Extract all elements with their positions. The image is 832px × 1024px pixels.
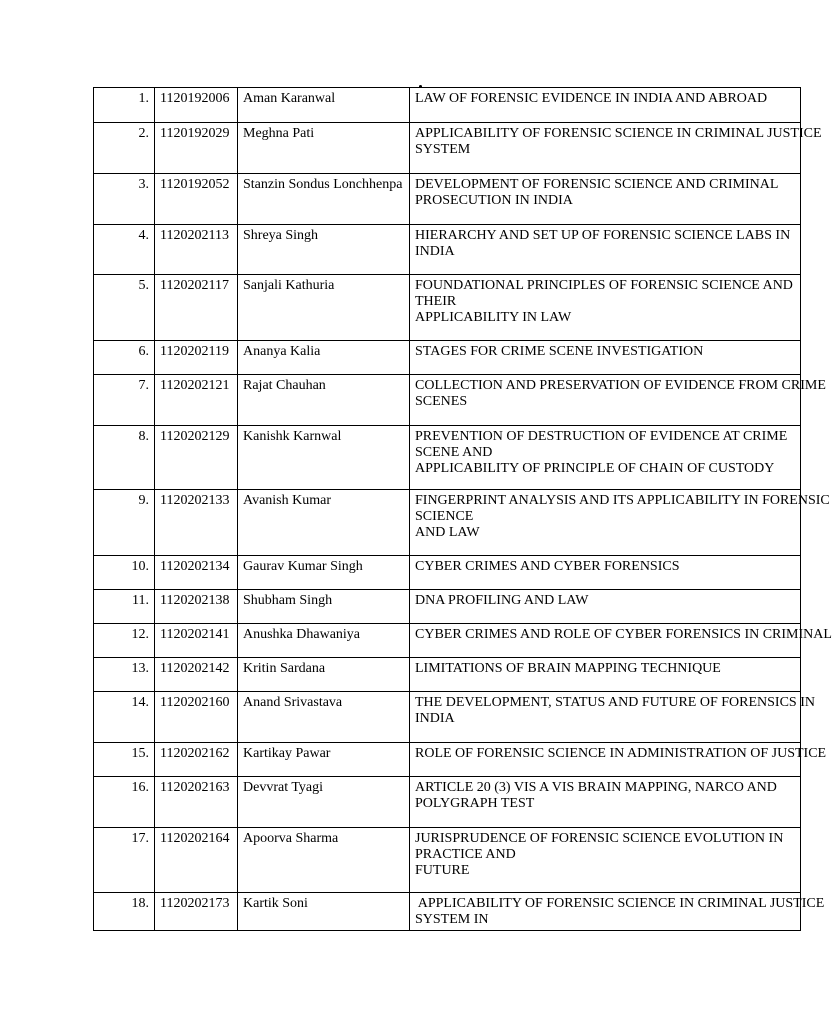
topic-title-line: THE DEVELOPMENT, STATUS AND FUTURE OF FORENSICS IN <box>415 695 815 710</box>
serial-number-cell: 1. <box>94 88 155 123</box>
roll-number-cell: 1120202129 <box>155 426 238 490</box>
student-name-cell: Aman Karanwal <box>238 88 410 123</box>
student-name-cell: Devvrat Tyagi <box>238 777 410 828</box>
topic-title-line: AND LAW <box>415 525 480 540</box>
student-topic-table <box>93 87 832 931</box>
topic-title-cell <box>410 624 832 658</box>
topic-title-line: PREVENTION OF DESTRUCTION OF EVIDENCE AT CRIME <box>415 429 788 444</box>
roll-number-cell: 1120202162 <box>155 743 238 777</box>
table-row <box>94 426 801 490</box>
topic-title-cell <box>410 590 801 624</box>
topic-title-cell <box>410 777 801 828</box>
topic-title-cell <box>410 275 801 341</box>
topic-title-line: APPLICABILITY OF FORENSIC SCIENCE IN CRIMINAL JUSTICE <box>415 896 825 911</box>
table-row <box>94 777 801 828</box>
topic-title-line: COLLECTION AND PRESERVATION OF EVIDENCE FROM CRIME <box>415 378 826 393</box>
roll-number-cell: 1120202138 <box>155 590 238 624</box>
topic-title-cell <box>410 88 801 123</box>
student-name-cell: Apoorva Sharma <box>238 828 410 893</box>
topic-title-line: FUTURE <box>415 863 470 878</box>
topic-title-line: INDIA <box>415 711 455 726</box>
topic-title-line: PROSECUTION IN INDIA <box>415 193 573 208</box>
student-name-cell: Shreya Singh <box>238 225 410 275</box>
topic-title-line: APPLICABILITY OF FORENSIC SCIENCE IN CRIMINAL JUSTICE <box>415 126 822 141</box>
roll-number-cell: 1120202121 <box>155 375 238 426</box>
table-row <box>94 375 801 426</box>
student-name-cell: Kartik Soni <box>238 893 410 931</box>
topic-title-cell <box>410 123 822 174</box>
topic-title-cell <box>410 174 801 225</box>
student-name-cell: Stanzin Sondus Lonchhenpa <box>238 174 410 225</box>
topic-title-line: FINGERPRINT ANALYSIS AND ITS APPLICABILITY IN FORENSIC <box>415 493 830 508</box>
serial-number-cell: 12. <box>94 624 155 658</box>
topic-title-line: LAW OF FORENSIC EVIDENCE IN INDIA AND ABROAD <box>415 91 768 106</box>
table-row <box>94 624 801 658</box>
student-name-cell: Ananya Kalia <box>238 341 410 375</box>
student-name-cell: Meghna Pati <box>238 123 410 174</box>
student-name-cell: Anushka Dhawaniya <box>238 624 410 658</box>
serial-number-cell: 4. <box>94 225 155 275</box>
roll-number-cell: 1120202133 <box>155 490 238 556</box>
topic-title-line: HIERARCHY AND SET UP OF FORENSIC SCIENCE LABS IN <box>415 228 791 243</box>
roll-number-cell: 1120202119 <box>155 341 238 375</box>
table-row <box>94 225 801 275</box>
topic-title-cell <box>410 556 801 590</box>
serial-number-cell: 8. <box>94 426 155 490</box>
table-row <box>94 743 801 777</box>
topic-title-line: APPLICABILITY IN LAW <box>415 310 572 325</box>
serial-number-cell: 3. <box>94 174 155 225</box>
table-row <box>94 658 801 692</box>
topic-title-line: ROLE OF FORENSIC SCIENCE IN ADMINISTRATION OF JUSTICE <box>415 746 827 761</box>
table-row <box>94 341 801 375</box>
topic-title-line: PRACTICE AND <box>415 847 516 862</box>
topic-title-line: CYBER CRIMES AND CYBER FORENSICS <box>415 559 680 574</box>
serial-number-cell: 6. <box>94 341 155 375</box>
topic-title-line: SYSTEM <box>415 142 471 157</box>
topic-title-line: DEVELOPMENT OF FORENSIC SCIENCE AND CRIMINAL <box>415 177 779 192</box>
topic-title-cell <box>410 893 825 931</box>
topic-title-cell <box>410 225 801 275</box>
roll-number-cell: 1120192029 <box>155 123 238 174</box>
student-name-cell: Sanjali Kathuria <box>238 275 410 341</box>
student-name-cell: Shubham Singh <box>238 590 410 624</box>
serial-number-cell: 16. <box>94 777 155 828</box>
serial-number-cell: 10. <box>94 556 155 590</box>
table-row <box>94 590 801 624</box>
roll-number-cell: 1120192006 <box>155 88 238 123</box>
serial-number-cell: 14. <box>94 692 155 743</box>
student-name-cell: Kanishk Karnwal <box>238 426 410 490</box>
serial-number-cell: 2. <box>94 123 155 174</box>
topic-title-line: SCENE AND <box>415 445 493 460</box>
table-row <box>94 174 801 225</box>
table-row <box>94 828 801 893</box>
table-body <box>94 88 832 931</box>
roll-number-cell: 1120202173 <box>155 893 238 931</box>
roll-number-cell: 1120202134 <box>155 556 238 590</box>
topic-title-line: CYBER CRIMES AND ROLE OF CYBER FORENSICS IN CRIMINAL <box>415 627 832 642</box>
serial-number-cell: 7. <box>94 375 155 426</box>
topic-title-line: THEIR <box>415 294 457 309</box>
topic-title-cell <box>410 490 830 556</box>
topic-title-line: DNA PROFILING AND LAW <box>415 593 589 608</box>
roll-number-cell: 1120202141 <box>155 624 238 658</box>
topic-title-line: STAGES FOR CRIME SCENE INVESTIGATION <box>415 344 704 359</box>
table-row <box>94 88 801 123</box>
topic-title-line: POLYGRAPH TEST <box>415 796 535 811</box>
topic-title-line: APPLICABILITY OF PRINCIPLE OF CHAIN OF CUSTODY <box>415 461 775 476</box>
topic-title-line: SCENES <box>415 394 468 409</box>
topic-title-cell <box>410 375 826 426</box>
serial-number-cell: 13. <box>94 658 155 692</box>
topic-title-cell <box>410 692 815 743</box>
topic-title-cell <box>410 658 801 692</box>
table-row <box>94 556 801 590</box>
roll-number-cell: 1120202142 <box>155 658 238 692</box>
serial-number-cell: 18. <box>94 893 155 931</box>
table-row <box>94 893 801 931</box>
serial-number-cell: 15. <box>94 743 155 777</box>
topic-title-line: FOUNDATIONAL PRINCIPLES OF FORENSIC SCIENCE AND <box>415 278 793 293</box>
student-name-cell: Avanish Kumar <box>238 490 410 556</box>
topic-title-line: JURISPRUDENCE OF FORENSIC SCIENCE EVOLUTION IN <box>415 831 784 846</box>
table-row <box>94 123 801 174</box>
student-name-cell: Rajat Chauhan <box>238 375 410 426</box>
topic-title-line: ARTICLE 20 (3) VIS A VIS BRAIN MAPPING, NARCO AND <box>415 780 777 795</box>
topic-title-line: SCIENCE <box>415 509 474 524</box>
roll-number-cell: 1120202164 <box>155 828 238 893</box>
serial-number-cell: 17. <box>94 828 155 893</box>
topic-title-cell <box>410 341 801 375</box>
roll-number-cell: 1120192052 <box>155 174 238 225</box>
topic-title-line: SYSTEM IN <box>415 912 489 927</box>
topic-title-cell <box>410 426 801 490</box>
table-row <box>94 490 801 556</box>
table-row <box>94 275 801 341</box>
student-name-cell: Kritin Sardana <box>238 658 410 692</box>
roll-number-cell: 1120202163 <box>155 777 238 828</box>
topic-title-line: LIMITATIONS OF BRAIN MAPPING TECHNIQUE <box>415 661 721 676</box>
student-name-cell: Kartikay Pawar <box>238 743 410 777</box>
topic-title-cell <box>410 743 827 777</box>
table-row <box>94 692 801 743</box>
student-name-cell: Anand Srivastava <box>238 692 410 743</box>
topic-title-cell <box>410 828 801 893</box>
roll-number-cell: 1120202113 <box>155 225 238 275</box>
serial-number-cell: 5. <box>94 275 155 341</box>
roll-number-cell: 1120202117 <box>155 275 238 341</box>
serial-number-cell: 9. <box>94 490 155 556</box>
serial-number-cell: 11. <box>94 590 155 624</box>
roll-number-cell: 1120202160 <box>155 692 238 743</box>
topic-title-line: INDIA <box>415 244 455 259</box>
student-name-cell: Gaurav Kumar Singh <box>238 556 410 590</box>
